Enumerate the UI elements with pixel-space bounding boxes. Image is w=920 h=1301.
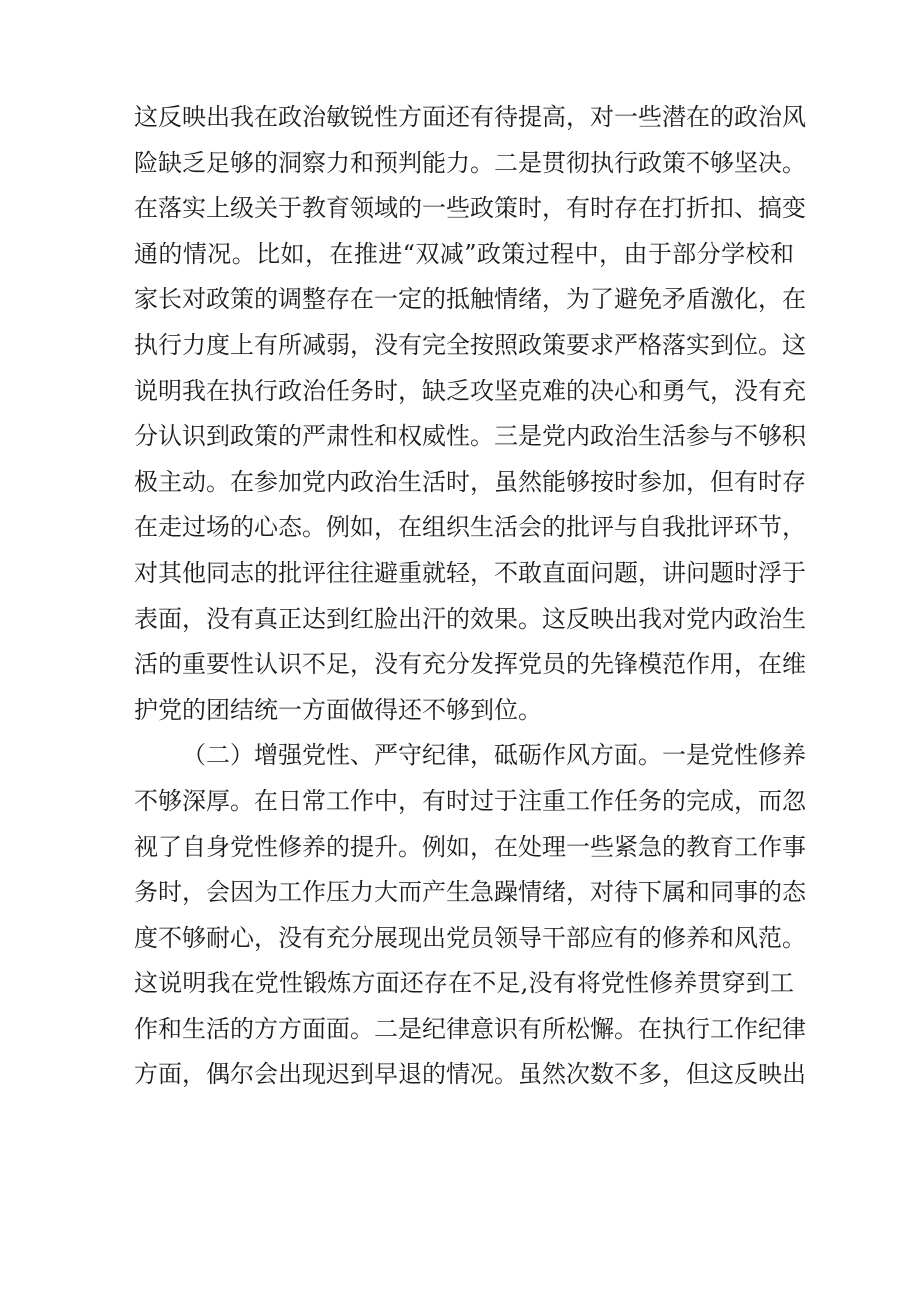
- text-line: 作和生活的方方面面。二是纪律意识有所松懈。在执行工作纪律: [134, 1014, 806, 1043]
- paragraph-2: [134, 733, 806, 1098]
- text-line: 说明我在执行政治任务时，缺乏攻坚克难的决心和勇气，没有充: [134, 376, 806, 405]
- text-line: 家长对政策的调整存在一定的抵触情绪，为了避免矛盾激化，在: [134, 285, 806, 314]
- text-line: 这说明我在党性锻炼方面还存在不足,没有将党性修养贯穿到工: [134, 969, 794, 998]
- text-line: 视了自身党性修养的提升。例如，在处理一些紧急的教育工作事: [134, 832, 806, 861]
- text-line: 分认识到政策的严肃性和权威性。三是党内政治生活参与不够积: [134, 422, 806, 451]
- text-line: （二）增强党性、严守纪律，砥砺作风方面。一是党性修养: [182, 741, 806, 770]
- text-line: 对其他同志的批评往往避重就轻，不敢直面问题，讲问题时浮于: [134, 558, 806, 587]
- text-line: 在走过场的心态。例如，在组织生活会的批评与自我批评环节，: [134, 513, 806, 542]
- text-line: 极主动。在参加党内政治生活时，虽然能够按时参加，但有时存: [134, 467, 806, 496]
- text-line: 不够深厚。在日常工作中，有时过于注重工作任务的完成，而忽: [134, 786, 806, 815]
- text-line: 在落实上级关于教育领域的一些政策时，有时存在打折扣、搞变: [134, 194, 806, 223]
- text-line: 表面，没有真正达到红脸出汗的效果。这反映出我对党内政治生: [134, 604, 806, 633]
- text-line: 务时，会因为工作压力大而产生急躁情绪，对待下属和同事的态: [134, 878, 806, 907]
- text-line: 这反映出我在政治敏锐性方面还有待提高，对一些潜在的政治风: [134, 103, 806, 131]
- text-line: 度不够耐心，没有充分展现出党员领导干部应有的修养和风范。: [134, 923, 806, 952]
- text-line: 险缺乏足够的洞察力和预判能力。二是贯彻执行政策不够坚决。: [134, 148, 806, 177]
- paragraph-1: [134, 95, 806, 733]
- text-line: 方面，偶尔会出现迟到早退的情况。虽然次数不多，但这反映出: [134, 1060, 806, 1089]
- document-body: [134, 95, 806, 1098]
- text-line: 活的重要性认识不足，没有充分发挥党员的先锋模范作用，在维: [134, 650, 806, 679]
- text-line: 通的情况。比如，在推进“双减”政策过程中，由于部分学校和: [134, 239, 794, 268]
- text-line: 执行力度上有所减弱，没有完全按照政策要求严格落实到位。这: [134, 330, 806, 359]
- text-line: 护党的团结统一方面做得还不够到位。: [134, 695, 542, 724]
